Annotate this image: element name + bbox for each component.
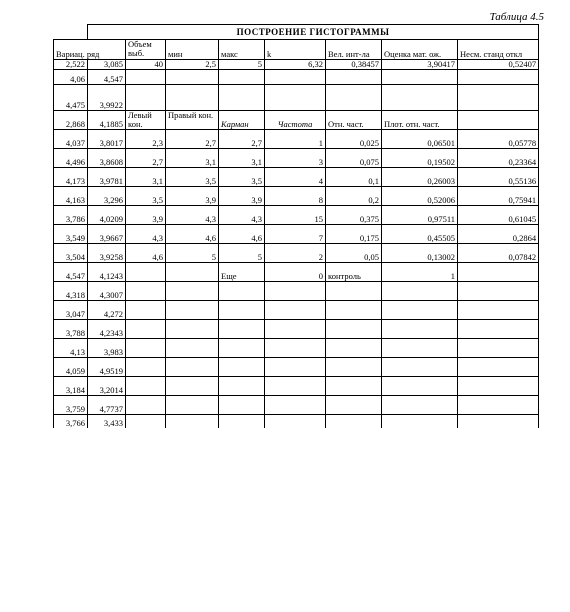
- table-title: ПОСТРОЕНИЕ ГИСТОГРАММЫ: [88, 25, 539, 40]
- cell-frequency: 2: [265, 244, 326, 263]
- cell-b: 4,272: [88, 301, 126, 320]
- cell-b: 3,983: [88, 339, 126, 358]
- empty-cell: [166, 358, 219, 377]
- empty-cell: [458, 377, 539, 396]
- empty-cell: [382, 301, 458, 320]
- cell-density: 1: [382, 263, 458, 282]
- cell-b: 4,547: [88, 70, 126, 85]
- header-left-end: Левый кон.: [126, 111, 166, 130]
- cell-b: 4,2343: [88, 320, 126, 339]
- cell-relative-frequency: 0,375: [326, 206, 382, 225]
- cell-extra: 0,07842: [458, 244, 539, 263]
- cell-bin: 5: [219, 244, 265, 263]
- table-row: [54, 225, 539, 244]
- cell-b: 4,1243: [88, 263, 126, 282]
- empty-cell: [326, 396, 382, 415]
- value-interval: 0,38457: [326, 60, 382, 70]
- header-max: макс: [219, 40, 265, 60]
- cell-bin: 3,5: [219, 168, 265, 187]
- cell-left-end: 3,1: [126, 168, 166, 187]
- empty-cell: [166, 377, 219, 396]
- parameters-row: [54, 60, 539, 70]
- cell-b: 3,8017: [88, 130, 126, 149]
- cell-density: 0,13002: [382, 244, 458, 263]
- cell-bin: 4,3: [219, 206, 265, 225]
- cell-left-end: 2,7: [126, 149, 166, 168]
- cell-a: 3,759: [54, 396, 88, 415]
- cell-relative-frequency: 0,1: [326, 168, 382, 187]
- header-k: k: [265, 40, 326, 60]
- table-row: [54, 130, 539, 149]
- header-density: Плот. отн. част.: [382, 111, 458, 130]
- cell-right-end: 3,1: [166, 149, 219, 168]
- empty-cell: [382, 396, 458, 415]
- cell-a: 4,318: [54, 282, 88, 301]
- empty-cell: [265, 339, 326, 358]
- table-row: [54, 358, 539, 377]
- cell-extra: 0,2864: [458, 225, 539, 244]
- cell-bin: 2,7: [219, 130, 265, 149]
- cell-a: 4,06: [54, 70, 88, 85]
- cell-density: 0,26003: [382, 168, 458, 187]
- value-k: 6,32: [265, 60, 326, 70]
- cell-extra: 0,23364: [458, 149, 539, 168]
- cell-a: 2,868: [54, 111, 88, 130]
- cell-a: 3,788: [54, 320, 88, 339]
- cell-bin: 3,1: [219, 149, 265, 168]
- cell-left-end: 4,6: [126, 244, 166, 263]
- cell-relative-frequency: 0,2: [326, 187, 382, 206]
- cell-extra: [458, 263, 539, 282]
- value-std: 0,52407: [458, 60, 539, 70]
- table-row: [54, 282, 539, 301]
- empty-cell: [166, 301, 219, 320]
- table-row: [54, 85, 539, 111]
- empty-cell: [458, 358, 539, 377]
- empty-cell: [326, 339, 382, 358]
- cell-frequency: 0: [265, 263, 326, 282]
- empty-cell: [265, 396, 326, 415]
- empty-cell: [265, 415, 326, 428]
- cell-left-end: [126, 263, 166, 282]
- cell-frequency: 4: [265, 168, 326, 187]
- cell-bin: Еще: [219, 263, 265, 282]
- empty-cell: [126, 282, 166, 301]
- cell-frequency: 15: [265, 206, 326, 225]
- cell-right-end: [166, 263, 219, 282]
- table-row: [54, 396, 539, 415]
- empty-cell: [382, 358, 458, 377]
- cell-b: 3,085: [88, 60, 126, 70]
- table-row: [54, 244, 539, 263]
- cell-b: 4,9519: [88, 358, 126, 377]
- cell-b: 3,296: [88, 187, 126, 206]
- cell-bin: 3,9: [219, 187, 265, 206]
- cell-b: 3,2014: [88, 377, 126, 396]
- empty-cell: [219, 282, 265, 301]
- cell-b: 4,0209: [88, 206, 126, 225]
- cell-frequency: 8: [265, 187, 326, 206]
- cell-extra: 0,55136: [458, 168, 539, 187]
- cell-a: 4,496: [54, 149, 88, 168]
- table-row: [54, 168, 539, 187]
- cell-frequency: 1: [265, 130, 326, 149]
- cell-a: 4,037: [54, 130, 88, 149]
- cell-b: 3,433: [88, 415, 126, 428]
- table-row: [54, 206, 539, 225]
- empty-cell: [219, 320, 265, 339]
- cell-right-end: 3,5: [166, 168, 219, 187]
- cell-left-end: 3,9: [126, 206, 166, 225]
- cell-extra: 0,75941: [458, 187, 539, 206]
- empty-cell: [458, 339, 539, 358]
- cell-right-end: 5: [166, 244, 219, 263]
- cell-right-end: 3,9: [166, 187, 219, 206]
- table-row: [54, 301, 539, 320]
- empty-cell: [166, 396, 219, 415]
- value-min: 2,5: [166, 60, 219, 70]
- header-right-end: Правый кон.: [166, 111, 219, 130]
- cell-a: 3,184: [54, 377, 88, 396]
- cell-b: 3,9781: [88, 168, 126, 187]
- header-relative-frequency: Отн. част.: [326, 111, 382, 130]
- empty-cell: [326, 377, 382, 396]
- empty-cell: [219, 339, 265, 358]
- header-row-1: [54, 40, 539, 60]
- empty-cell: [166, 320, 219, 339]
- cell-density: 0,97511: [382, 206, 458, 225]
- empty-cell: [326, 358, 382, 377]
- cell-a: 2,522: [54, 60, 88, 70]
- cell-a: 3,549: [54, 225, 88, 244]
- cell-b: 3,9922: [88, 85, 126, 111]
- cell-a: 4,475: [54, 85, 88, 111]
- table-row: [54, 70, 539, 85]
- empty-cell: [166, 339, 219, 358]
- header-bin: Карман: [219, 111, 265, 130]
- empty-cell: [326, 301, 382, 320]
- empty-cell: [326, 415, 382, 428]
- cell-b: 3,9258: [88, 244, 126, 263]
- empty-cell: [458, 396, 539, 415]
- empty-cell: [219, 396, 265, 415]
- value-max: 5: [219, 60, 265, 70]
- cell-a: 4,547: [54, 263, 88, 282]
- empty-cell: [219, 377, 265, 396]
- empty-cell: [382, 320, 458, 339]
- cell-left-end: 3,5: [126, 187, 166, 206]
- empty-cell: [126, 339, 166, 358]
- empty-cell: [126, 358, 166, 377]
- cell-a: 4,059: [54, 358, 88, 377]
- empty-cell: [382, 377, 458, 396]
- table-row: [54, 263, 539, 282]
- empty-cell: [382, 339, 458, 358]
- cell-density: 0,52006: [382, 187, 458, 206]
- empty-cell: [458, 282, 539, 301]
- empty-cell: [265, 320, 326, 339]
- table-row: [54, 339, 539, 358]
- empty-cell: [219, 358, 265, 377]
- header-row-2: [54, 111, 539, 130]
- cell-a: 4,173: [54, 168, 88, 187]
- table-row: [54, 320, 539, 339]
- empty-cell: [382, 415, 458, 428]
- empty-cell: [126, 396, 166, 415]
- cell-extra: 0,05778: [458, 130, 539, 149]
- header-series: Вариац. ряд: [54, 40, 126, 60]
- value-volume: 40: [126, 60, 166, 70]
- empty-cell: [265, 282, 326, 301]
- histogram-table: [53, 24, 539, 428]
- table-row: [54, 149, 539, 168]
- cell-relative-frequency: 0,05: [326, 244, 382, 263]
- header-volume: Объем выб.: [126, 40, 166, 60]
- empty-cell: [326, 282, 382, 301]
- empty-cell: [265, 377, 326, 396]
- value-mean: 3,90417: [382, 60, 458, 70]
- cell-bin: 4,6: [219, 225, 265, 244]
- empty-cell: [326, 320, 382, 339]
- cell-density: 0,06501: [382, 130, 458, 149]
- cell-relative-frequency: контроль: [326, 263, 382, 282]
- empty-cell: [219, 301, 265, 320]
- cell-a: 3,766: [54, 415, 88, 428]
- cell-relative-frequency: 0,075: [326, 149, 382, 168]
- empty-cell: [126, 301, 166, 320]
- empty-cell: [382, 282, 458, 301]
- empty-cell: [126, 415, 166, 428]
- empty-cell: [458, 320, 539, 339]
- cell-b: 3,8608: [88, 149, 126, 168]
- cell-relative-frequency: 0,025: [326, 130, 382, 149]
- cell-b: 3,9667: [88, 225, 126, 244]
- cell-density: 0,19502: [382, 149, 458, 168]
- cell-left-end: 4,3: [126, 225, 166, 244]
- empty-cell: [265, 301, 326, 320]
- header-mean: Оценка мат. ож.: [382, 40, 458, 60]
- table-row: [54, 187, 539, 206]
- cell-a: 3,786: [54, 206, 88, 225]
- table-caption: Таблица 4.5: [489, 11, 544, 23]
- empty-cell: [166, 415, 219, 428]
- empty-cell: [219, 415, 265, 428]
- cell-extra: 0,61045: [458, 206, 539, 225]
- header-std: Несм. станд откл: [458, 40, 539, 60]
- cell-density: 0,45505: [382, 225, 458, 244]
- cell-right-end: 4,6: [166, 225, 219, 244]
- empty-cell: [265, 358, 326, 377]
- header-min: мин: [166, 40, 219, 60]
- table-row: [54, 377, 539, 396]
- cell-frequency: 3: [265, 149, 326, 168]
- empty-cell: [126, 320, 166, 339]
- header-interval: Вел. инт-ла: [326, 40, 382, 60]
- table-row: [54, 415, 539, 428]
- cell-b: 4,7737: [88, 396, 126, 415]
- cell-right-end: 4,3: [166, 206, 219, 225]
- cell-a: 3,504: [54, 244, 88, 263]
- empty-cell: [458, 301, 539, 320]
- header-frequency: Частота: [265, 111, 326, 130]
- cell-frequency: 7: [265, 225, 326, 244]
- cell-right-end: 2,7: [166, 130, 219, 149]
- cell-left-end: 2,3: [126, 130, 166, 149]
- cell-a: 4,13: [54, 339, 88, 358]
- cell-a: 4,163: [54, 187, 88, 206]
- cell-b: 4,1885: [88, 111, 126, 130]
- cell-relative-frequency: 0,175: [326, 225, 382, 244]
- cell-a: 3,047: [54, 301, 88, 320]
- empty-cell: [126, 377, 166, 396]
- cell-b: 4,3007: [88, 282, 126, 301]
- empty-cell: [166, 282, 219, 301]
- title-row: [54, 25, 539, 40]
- empty-cell: [458, 415, 539, 428]
